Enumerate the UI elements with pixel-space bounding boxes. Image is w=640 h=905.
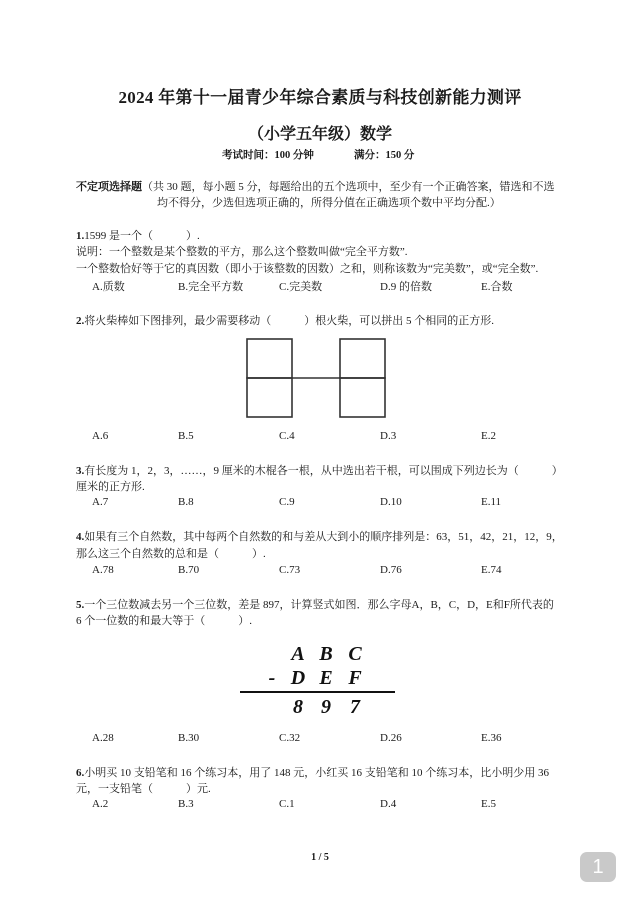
option-c[interactable]: C.4 [279, 430, 295, 442]
formula-digit: 7 [350, 696, 360, 718]
option-d[interactable]: D.26 [380, 732, 402, 744]
question-5-text-cont: 6 个一位数的和最大等于（ ）. [76, 615, 252, 627]
question-2-text [76, 313, 494, 329]
question-4-text [76, 529, 563, 545]
option-d[interactable]: D.4 [380, 798, 397, 810]
option-b[interactable]: B.30 [178, 732, 200, 744]
option-c[interactable]: C.完美数 [279, 281, 323, 293]
option-a[interactable]: A.2 [92, 798, 109, 810]
option-e[interactable]: E.5 [481, 798, 496, 810]
section-instructions [76, 179, 555, 195]
option-a[interactable]: A.78 [92, 564, 114, 576]
option-d[interactable]: D.3 [380, 430, 397, 442]
formula-divider-line [240, 691, 395, 693]
question-line: 一个三位数减去另一个三位数，差是 897，计算竖式如图．那么字母A，B，C，D，E和F所代表的 [84, 599, 554, 611]
option-c[interactable]: C.73 [279, 564, 301, 576]
exam-time: 考试时间：100 分钟 [222, 150, 314, 161]
formula-digit: D [290, 667, 306, 689]
option-a[interactable]: A.质数 [92, 281, 125, 293]
question-number: 5. [76, 599, 85, 611]
option-d[interactable]: D.10 [380, 496, 402, 508]
section-instructions-line2: 均不得分，少选但选项正确的，所得分值在正确选项个数中平均分配.） [157, 197, 501, 209]
question-line: 如果有三个自然数，其中每两个自然数的和与差从大到小的顺序排列是：63，51，42，21，12，9， [84, 531, 563, 543]
question-3-text-cont: 厘米的正方形. [76, 481, 145, 493]
matchstick-right-top-square [340, 339, 385, 378]
matchstick-right-bottom-square [340, 378, 385, 417]
page-number-badge[interactable]: 1 [580, 852, 616, 882]
matchstick-left-top-square [247, 339, 292, 378]
formula-digit: A [291, 643, 305, 665]
option-b[interactable]: B.3 [178, 798, 194, 810]
question-line: 将火柴棒如下图排列，最少需要移动（ ）根火柴，可以拼出 5 个相同的正方形. [84, 315, 494, 327]
option-e[interactable]: E.36 [481, 732, 502, 744]
matchstick-figure [245, 337, 389, 419]
matchstick-left-bottom-square [247, 378, 292, 417]
option-a[interactable]: A.7 [92, 496, 109, 508]
option-e[interactable]: E.11 [481, 496, 502, 508]
formula-digit: 9 [321, 696, 331, 718]
document-subtitle: （小学五年级）数学 [247, 126, 392, 143]
formula-minus-sign: - [268, 667, 276, 689]
question-number: 1. [76, 230, 85, 242]
question-6-text [76, 765, 549, 781]
question-1-note-1: 说明：一个整数是某个整数的平方，那么这个整数叫做“完全平方数”. [76, 246, 408, 258]
question-3-text [76, 463, 563, 479]
document-title: 2024 年第十一届青少年综合素质与科技创新能力测评 [118, 88, 522, 107]
question-1-note-2: 一个整数恰好等于它的真因数（即小于该整数的因数）之和，则称该数为“完美数”，或“完全数”. [76, 263, 539, 275]
question-line: 小明买 10 支铅笔和 16 个练习本，用了 148 元，小红买 16 支铅笔和 10 个练习本，比小明少用 36 [84, 767, 549, 779]
formula-digit: C [348, 643, 362, 665]
section-instructions-line1: （共 30 题，每小题 5 分，每题给出的五个选项中，至少有一个正确答案，错选和不选 [142, 181, 555, 193]
formula-digit: B [319, 643, 333, 665]
option-d[interactable]: D.76 [380, 564, 402, 576]
question-line: 1599 是一个（ ）. [84, 230, 200, 242]
option-c[interactable]: C.32 [279, 732, 301, 744]
option-b[interactable]: B.完全平方数 [178, 281, 244, 293]
page-indicator: 1 / 5 [311, 852, 329, 863]
formula-digit: 8 [293, 696, 303, 718]
question-number: 2. [76, 315, 85, 327]
question-number: 6. [76, 767, 85, 779]
full-score: 满分：150 分 [354, 150, 415, 161]
question-4-text-cont: 那么这三个自然数的总和是（ ）. [76, 548, 266, 560]
option-b[interactable]: B.8 [178, 496, 194, 508]
option-a[interactable]: A.6 [92, 430, 109, 442]
option-e[interactable]: E.74 [481, 564, 502, 576]
question-line: 有长度为 1，2，3，……，9 厘米的木棍各一根，从中选出若干根，可以围成下列边长为（ ） [84, 465, 563, 477]
question-number: 4. [76, 531, 85, 543]
option-e[interactable]: E.2 [481, 430, 496, 442]
option-b[interactable]: B.70 [178, 564, 200, 576]
section-heading: 不定项选择题 [76, 181, 142, 193]
option-d[interactable]: D.9 的倍数 [380, 281, 432, 293]
formula-digit: E [319, 667, 333, 689]
option-e[interactable]: E.合数 [481, 281, 513, 293]
option-c[interactable]: C.9 [279, 496, 295, 508]
question-number: 3. [76, 465, 85, 477]
option-a[interactable]: A.28 [92, 732, 114, 744]
question-1-text [76, 228, 200, 244]
formula-digit: F [348, 667, 362, 689]
option-b[interactable]: B.5 [178, 430, 194, 442]
option-c[interactable]: C.1 [279, 798, 295, 810]
question-5-text [76, 597, 554, 613]
question-6-text-cont: 元，一支铅笔（ ）元. [76, 783, 211, 795]
